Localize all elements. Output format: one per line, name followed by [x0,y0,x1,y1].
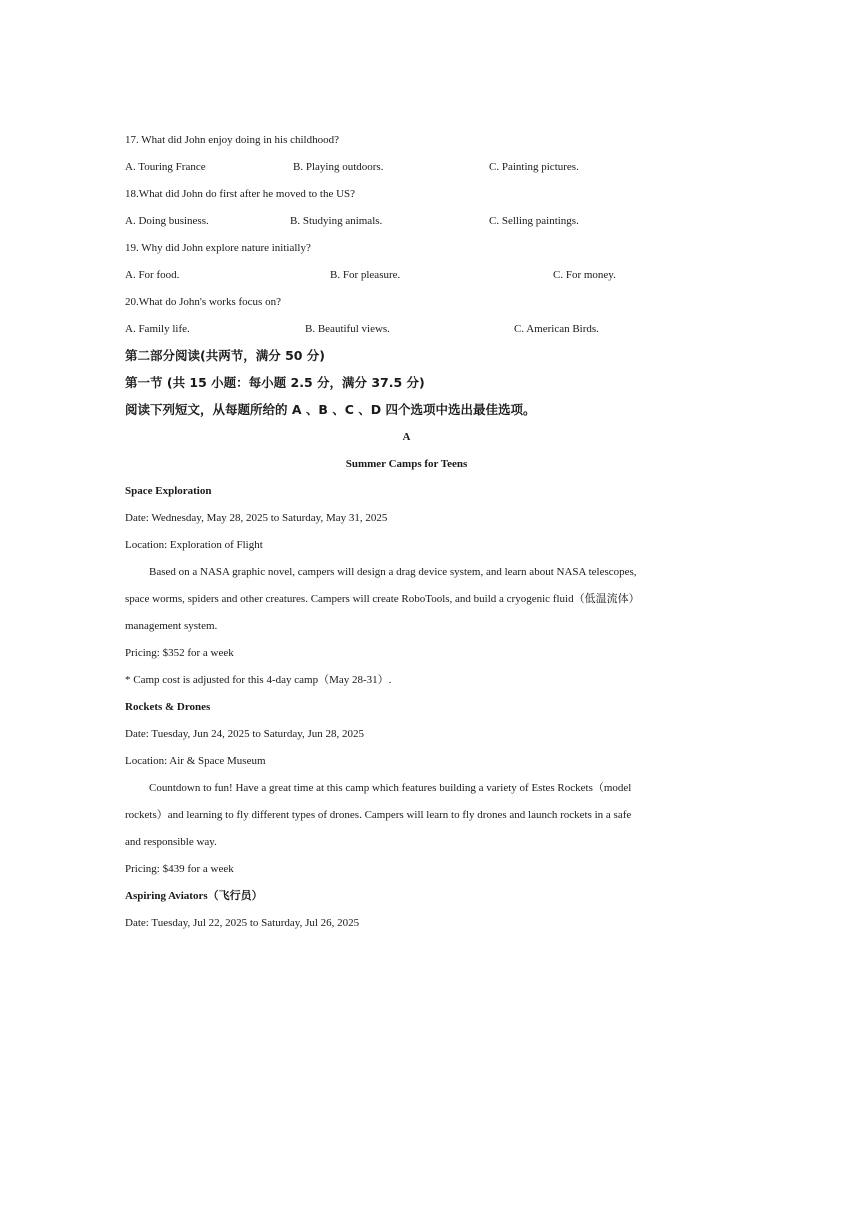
q20-option-a: A. Family life. [125,323,190,335]
question-17: 17. What did John enjoy doing in his childhood? [125,134,339,146]
camp1-date: Date: Wednesday, May 28, 2025 to Saturday, May 31, 2025 [125,512,388,524]
q18-option-c: C. Selling paintings. [489,215,579,227]
part2-heading: 第二部分阅读(共两节，满分 50 分) [125,348,326,363]
camp2-description-line2: rockets）and learning to fly different types of drones. Campers will learn to fly drones and launch rockets in a safe [125,809,632,821]
passage-letter: A [402,431,411,443]
question-19: 19. Why did John explore nature initially? [125,242,311,254]
camp1-location: Location: Exploration of Flight [125,539,263,551]
camp3-name: Aspiring Aviators（飞行员） [125,890,263,902]
camp3-date: Date: Tuesday, Jul 22, 2025 to Saturday, Jul 26, 2025 [125,917,360,929]
reading-instruction: 阅读下列短文，从每题所给的 A 、B 、C 、D 四个选项中选出最佳选项。 [125,402,536,417]
camp2-location: Location: Air & Space Museum [125,755,266,767]
camp1-description-line1: Based on a NASA graphic novel, campers will design a drag device system, and learn about NASA telescopes, [149,566,637,578]
question-18: 18.What did John do first after he moved to the US? [125,188,356,200]
camp2-description-line3: and responsible way. [125,836,217,848]
q19-option-c: C. For money. [553,269,616,281]
camp2-date: Date: Tuesday, Jun 24, 2025 to Saturday, Jun 28, 2025 [125,728,365,740]
q17-option-c: C. Painting pictures. [489,161,579,173]
q17-option-b: B. Playing outdoors. [293,161,384,173]
camp1-description-line3: management system. [125,620,218,632]
q18-option-b: B. Studying animals. [290,215,383,227]
q18-option-a: A. Doing business. [125,215,209,227]
q20-option-c: C. American Birds. [514,323,599,335]
camp2-pricing: Pricing: $439 for a week [125,863,234,875]
q19-option-a: A. For food. [125,269,180,281]
camp2-description-line1: Countdown to fun! Have a great time at this camp which features building a variety of Estes Rockets（model [149,782,632,794]
section1-heading: 第一节 (共 15 小题：每小题 2.5 分，满分 37.5 分) [125,375,425,390]
camp2-name: Rockets & Drones [125,701,211,713]
camp1-pricing: Pricing: $352 for a week [125,647,234,659]
q20-option-b: B. Beautiful views. [305,323,390,335]
camp1-name: Space Exploration [125,485,212,497]
q19-option-b: B. For pleasure. [330,269,401,281]
passage-title: Summer Camps for Teens [345,458,468,470]
question-20: 20.What do John's works focus on? [125,296,281,308]
camp1-description-line2: space worms, spiders and other creatures. Campers will create RoboTools, and build a cryogenic fluid（低温流体） [125,593,640,605]
q17-option-a: A. Touring France [125,161,206,173]
camp1-note: * Camp cost is adjusted for this 4-day camp（May 28-31）. [125,674,392,686]
